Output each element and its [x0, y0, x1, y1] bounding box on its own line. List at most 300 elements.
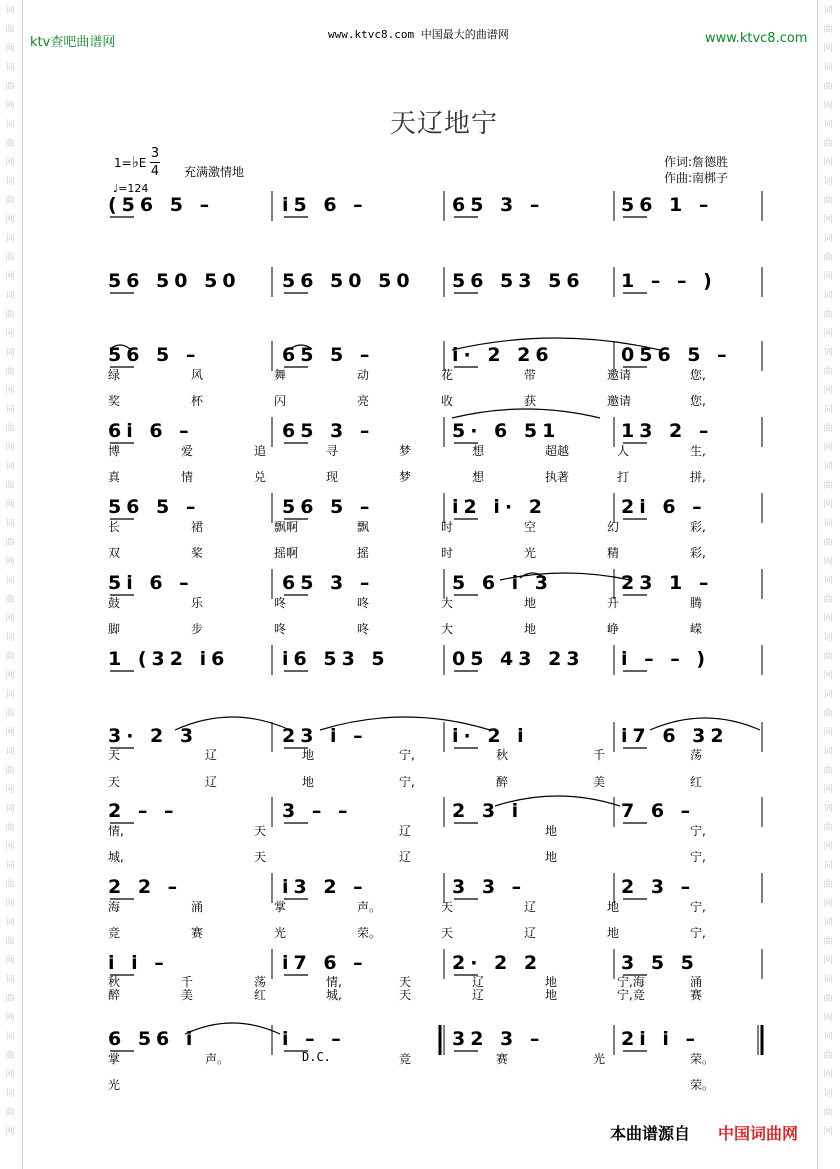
lyric-syllable: 赛	[690, 988, 703, 1002]
lyric-syllable: 竞	[399, 1052, 412, 1066]
measure-notes: i6 53 5	[282, 648, 390, 670]
lyric-syllable: 打	[617, 470, 630, 484]
watermark-glyph: 曲	[823, 139, 833, 149]
watermark-glyph: 网	[5, 956, 15, 966]
watermark-glyph: 网	[5, 899, 15, 909]
lyric-syllable: 风	[191, 368, 204, 382]
measure-notes: 56 1 –	[621, 194, 714, 216]
lyric-syllable: 追	[254, 444, 267, 458]
watermark-glyph: 曲	[5, 310, 15, 320]
lyric-syllable: 步	[191, 622, 204, 636]
measure-notes: 2 3 i	[452, 800, 524, 822]
watermark-glyph: 词	[5, 747, 15, 757]
watermark-glyph: 词	[5, 120, 15, 130]
watermark-glyph: 网	[823, 842, 833, 852]
measure-notes: 2 – –	[108, 800, 179, 822]
watermark-glyph: 网	[823, 899, 833, 909]
lyric-syllable: 宁,	[399, 748, 415, 762]
watermark-glyph: 词	[823, 1089, 833, 1099]
watermark-glyph: 词	[5, 975, 15, 985]
measure-notes: 2· 2 2	[452, 952, 543, 974]
watermark-glyph: 词	[823, 519, 833, 529]
lyric-syllable: 宁,	[690, 824, 706, 838]
lyric-syllable: 千	[181, 975, 194, 989]
slur	[290, 345, 312, 349]
lyric-syllable: 摇啊	[274, 546, 299, 560]
watermark-glyph: 网	[823, 1013, 833, 1023]
watermark-glyph: 网	[823, 1070, 833, 1080]
lyric-syllable: 光	[593, 1052, 606, 1066]
watermark-glyph: 曲	[5, 25, 15, 35]
measure-notes: 65 3 –	[452, 194, 545, 216]
lyric-syllable: 天	[254, 824, 267, 838]
watermark-glyph: 曲	[823, 1051, 833, 1061]
watermark-glyph: 词	[823, 1032, 833, 1042]
measure-notes: i3 2 –	[282, 876, 368, 898]
watermark-glyph: 曲	[5, 823, 15, 833]
footer-source-label: 本曲谱源自	[610, 1124, 691, 1143]
watermark-glyph: 网	[823, 443, 833, 453]
lyric-syllable: 宁,	[690, 926, 706, 940]
watermark-glyph: 词	[5, 690, 15, 700]
watermark-glyph: 词	[5, 519, 15, 529]
lyric-syllable: 您,	[690, 368, 706, 382]
watermark-glyph: 词	[823, 6, 833, 16]
lyric-syllable: 赛	[191, 926, 204, 940]
lyric-syllable: 掌	[108, 1052, 121, 1066]
dc-marker: D.C.	[302, 1050, 331, 1064]
watermark-glyph: 词	[823, 804, 833, 814]
measure-notes: 1 – – )	[621, 270, 717, 292]
lyric-syllable: 天	[399, 988, 412, 1002]
lyric-syllable: 宁,	[690, 900, 706, 914]
watermark-glyph: 网	[823, 101, 833, 111]
watermark-glyph: 网	[5, 329, 15, 339]
lyric-syllable: 摇	[357, 546, 370, 560]
watermark-glyph: 曲	[5, 253, 15, 263]
watermark-glyph: 网	[823, 158, 833, 168]
lyric-syllable: 嵘	[690, 622, 703, 636]
measure-notes: 5 6 i 3	[452, 572, 554, 594]
lyric-syllable: 天	[441, 926, 454, 940]
watermark-glyph: 网	[5, 614, 15, 624]
lyric-syllable: 博	[108, 444, 121, 458]
watermark-glyph: 曲	[5, 82, 15, 92]
lyric-syllable: 辽	[399, 850, 412, 864]
lyric-syllable: 花	[441, 368, 454, 382]
measure-notes: 65 5 –	[282, 344, 375, 366]
lyricist: 作词:詹德胜	[664, 155, 729, 169]
slur	[650, 718, 760, 730]
watermark-glyph: 网	[5, 386, 15, 396]
watermark-glyph: 词	[5, 348, 15, 358]
slur	[500, 573, 630, 580]
lyric-syllable: 真	[108, 470, 121, 484]
measure-notes: 05 43 23	[452, 648, 585, 670]
watermark-glyph: 曲	[823, 994, 833, 1004]
lyric-syllable: 邀请	[607, 368, 632, 382]
lyric-syllable: 超越	[545, 444, 570, 458]
lyric-syllable: 辽	[472, 975, 485, 989]
lyric-syllable: 宁,	[399, 775, 415, 789]
watermark-glyph: 词	[823, 120, 833, 130]
watermark-glyph: 曲	[5, 196, 15, 206]
watermark-glyph: 曲	[5, 367, 15, 377]
watermark-glyph: 曲	[5, 709, 15, 719]
lyric-syllable: 兑	[254, 470, 267, 484]
lyric-syllable: 大	[441, 596, 454, 610]
watermark-glyph: 词	[823, 348, 833, 358]
lyric-syllable: 掌	[274, 900, 287, 914]
watermark-glyph: 曲	[823, 652, 833, 662]
lyric-syllable: 升	[607, 596, 620, 610]
watermark-glyph: 曲	[823, 481, 833, 491]
time-signature-top: 3	[150, 146, 160, 161]
lyric-syllable: 地	[545, 975, 558, 989]
measure-notes: 13 2 –	[621, 420, 714, 442]
watermark-glyph: 词	[5, 633, 15, 643]
lyric-syllable: 辽	[205, 775, 218, 789]
watermark-glyph: 网	[823, 44, 833, 54]
lyric-syllable: 峥	[607, 622, 620, 636]
measure-notes: 65 3 –	[282, 572, 375, 594]
watermark-glyph: 网	[823, 1127, 833, 1137]
lyric-syllable: 赛	[496, 1052, 509, 1066]
watermark-glyph: 曲	[823, 82, 833, 92]
lyric-syllable: 幻	[607, 520, 620, 534]
lyric-syllable: 想	[472, 444, 485, 458]
composer: 作曲:南梆子	[664, 171, 729, 185]
watermark-glyph: 曲	[5, 937, 15, 947]
watermark-glyph: 词	[823, 462, 833, 472]
watermark-glyph: 词	[823, 918, 833, 928]
lyric-syllable: 梦	[399, 470, 412, 484]
lyric-syllable: 地	[607, 926, 620, 940]
watermark-glyph: 词	[5, 576, 15, 586]
lyric-syllable: 宁,竞	[617, 988, 645, 1002]
watermark-glyph: 网	[823, 272, 833, 282]
watermark-glyph: 曲	[823, 424, 833, 434]
lyric-syllable: 地	[607, 900, 620, 914]
lyric-syllable: 寻	[326, 444, 339, 458]
lyric-syllable: 咚	[357, 596, 370, 610]
watermark-glyph: 网	[823, 500, 833, 510]
lyric-syllable: 光	[108, 1078, 121, 1092]
lyric-syllable: 秋	[496, 748, 509, 762]
lyric-syllable: 杯	[191, 394, 204, 408]
watermark-glyph: 曲	[5, 595, 15, 605]
lyric-syllable: 天	[254, 850, 267, 864]
watermark-glyph: 网	[5, 272, 15, 282]
watermark-glyph: 曲	[5, 652, 15, 662]
watermark-glyph: 词	[823, 177, 833, 187]
watermark-glyph: 曲	[823, 766, 833, 776]
measure-notes: 23 1 –	[621, 572, 714, 594]
watermark-glyph: 网	[823, 785, 833, 795]
watermark-glyph: 词	[823, 633, 833, 643]
watermark-glyph: 曲	[823, 538, 833, 548]
tempo-mark: ♩=124	[113, 182, 149, 195]
lyric-syllable: 红	[254, 988, 267, 1002]
measure-notes: i – – )	[621, 648, 711, 670]
measure-notes: (56 5 –	[108, 194, 215, 216]
lyric-syllable: 亮	[357, 394, 370, 408]
lyric-syllable: 带	[524, 368, 537, 382]
watermark-glyph: 词	[823, 975, 833, 985]
watermark-glyph: 网	[823, 956, 833, 966]
lyric-syllable: 梦	[399, 444, 412, 458]
watermark-glyph: 曲	[823, 196, 833, 206]
lyric-syllable: 咚	[274, 622, 287, 636]
slur	[320, 717, 490, 730]
expression-mark: 充满激情地	[184, 165, 245, 179]
watermark-glyph: 曲	[823, 595, 833, 605]
measure-notes: i – –	[282, 1028, 346, 1050]
watermark-glyph: 曲	[823, 310, 833, 320]
lyric-syllable: 天	[441, 900, 454, 914]
lyric-syllable: 荣。	[357, 926, 382, 940]
watermark-glyph: 曲	[823, 25, 833, 35]
watermark-glyph: 网	[823, 215, 833, 225]
key-prefix: 1=	[114, 156, 132, 170]
lyric-syllable: 您,	[690, 394, 706, 408]
lyric-syllable: 执著	[545, 470, 570, 484]
watermark-glyph: 网	[5, 842, 15, 852]
lyric-syllable: 绿	[108, 368, 121, 382]
header-left-site-link[interactable]: ktv查吧曲谱网	[30, 35, 116, 50]
measure-notes: 56 50 50	[108, 270, 241, 292]
lyric-syllable: 地	[545, 988, 558, 1002]
watermark-glyph: 网	[5, 101, 15, 111]
watermark-glyph: 词	[5, 6, 15, 16]
lyric-syllable: 大	[441, 622, 454, 636]
header-center-text: www.ktvc8.com 中国最大的曲谱网	[328, 28, 509, 41]
lyric-syllable: 醉	[108, 988, 121, 1002]
watermark-glyph: 网	[823, 728, 833, 738]
lyric-syllable: 辽	[205, 748, 218, 762]
watermark-glyph: 曲	[823, 253, 833, 263]
slur	[185, 1023, 280, 1034]
watermark-glyph: 网	[5, 1127, 15, 1137]
lyric-syllable: 脚	[108, 622, 121, 636]
lyric-syllable: 彩,	[690, 520, 706, 534]
slur	[495, 796, 620, 806]
measure-notes: i· 2 i	[452, 725, 529, 747]
watermark-glyph: 曲	[823, 367, 833, 377]
lyric-syllable: 长	[108, 520, 121, 534]
lyric-syllable: 海	[108, 900, 121, 914]
lyric-syllable: 地	[545, 850, 558, 864]
lyric-syllable: 裙	[191, 520, 204, 534]
watermark-glyph: 网	[823, 386, 833, 396]
measure-notes: 3 3 –	[452, 876, 527, 898]
watermark-glyph: 网	[823, 671, 833, 681]
measure-notes: 56 53 56	[452, 270, 585, 292]
lyric-syllable: 爱	[181, 444, 194, 458]
watermark-glyph: 网	[823, 329, 833, 339]
measure-notes: i· 2 26	[452, 344, 554, 366]
watermark-glyph: 词	[823, 690, 833, 700]
lyric-syllable: 天	[399, 975, 412, 989]
watermark-glyph: 词	[823, 234, 833, 244]
lyric-syllable: 邀请	[607, 394, 632, 408]
watermark-glyph: 网	[5, 785, 15, 795]
lyric-syllable: 乐	[191, 596, 204, 610]
watermark-glyph: 词	[5, 405, 15, 415]
lyric-syllable: 地	[524, 596, 537, 610]
watermark-glyph: 网	[823, 614, 833, 624]
lyric-syllable: 光	[274, 926, 287, 940]
lyric-syllable: 咚	[357, 622, 370, 636]
watermark-glyph: 词	[823, 63, 833, 73]
lyric-syllable: 获	[524, 394, 537, 408]
watermark-glyph: 网	[5, 215, 15, 225]
lyric-syllable: 城,	[108, 850, 124, 864]
measure-notes: 3· 2 3	[108, 725, 199, 747]
lyric-syllable: 时	[441, 546, 454, 560]
lyric-syllable: 鼓	[108, 596, 121, 610]
footer-source-site-link[interactable]: 中国词曲网	[718, 1124, 799, 1143]
watermark-glyph: 词	[5, 861, 15, 871]
slur	[452, 409, 600, 418]
lyric-syllable: 情,	[108, 824, 124, 838]
key-note: E	[138, 156, 147, 170]
measure-notes: 5i 6 –	[108, 572, 194, 594]
watermark-glyph: 词	[823, 405, 833, 415]
lyric-syllable: 拼,	[690, 470, 706, 484]
watermark-glyph: 曲	[823, 823, 833, 833]
measure-notes: 2i 6 –	[621, 496, 707, 518]
lyric-syllable: 红	[690, 775, 703, 789]
lyric-syllable: 奖	[108, 394, 121, 408]
lyric-syllable: 美	[181, 988, 194, 1002]
slur	[452, 338, 660, 350]
watermark-glyph: 词	[5, 234, 15, 244]
lyric-syllable: 天	[108, 748, 121, 762]
time-signature-bottom: 4	[150, 164, 160, 179]
watermark-glyph: 网	[5, 1070, 15, 1080]
watermark-glyph: 网	[5, 44, 15, 54]
lyric-syllable: 声。	[205, 1052, 230, 1066]
watermark-glyph: 网	[823, 557, 833, 567]
lyric-syllable: 美	[593, 775, 606, 789]
watermark-glyph: 词	[5, 804, 15, 814]
lyric-syllable: 空	[524, 520, 537, 534]
measure-notes: 2 3 –	[621, 876, 696, 898]
watermark-glyph: 网	[5, 443, 15, 453]
measure-notes: 65 3 –	[282, 420, 375, 442]
lyric-syllable: 情,	[326, 975, 342, 989]
lyric-syllable: 想	[472, 470, 485, 484]
lyric-syllable: 地	[302, 775, 315, 789]
lyric-syllable: 双	[108, 546, 121, 560]
lyric-syllable: 桨	[191, 546, 204, 560]
lyric-syllable: 地	[524, 622, 537, 636]
lyric-syllable: 荣。	[690, 1078, 715, 1092]
measure-notes: 5· 6 51	[452, 420, 561, 442]
watermark-glyph: 网	[5, 728, 15, 738]
lyric-syllable: 飘	[357, 520, 370, 534]
lyric-syllable: 千	[593, 748, 606, 762]
lyric-syllable: 宁,海	[617, 975, 645, 989]
measure-notes: 056 5 –	[621, 344, 732, 366]
watermark-glyph: 曲	[5, 139, 15, 149]
measure-notes: i2 i· 2	[452, 496, 547, 518]
lyric-syllable: 辽	[524, 926, 537, 940]
watermark-glyph: 曲	[5, 538, 15, 548]
measure-notes: i7 6 –	[282, 952, 368, 974]
slur	[110, 345, 130, 349]
watermark-glyph: 曲	[5, 766, 15, 776]
watermark-glyph: 曲	[5, 994, 15, 1004]
measure-notes: 56 50 50	[282, 270, 415, 292]
measure-notes: i i –	[108, 952, 169, 974]
measure-notes: 1 (32 i6	[108, 648, 230, 670]
watermark-glyph: 词	[5, 462, 15, 472]
lyric-syllable: 生,	[690, 444, 706, 458]
measure-notes: 23 i –	[282, 725, 368, 747]
lyric-syllable: 精	[607, 546, 620, 560]
measure-notes: 56 5 –	[108, 344, 201, 366]
lyric-syllable: 秋	[108, 975, 121, 989]
watermark-glyph: 词	[823, 576, 833, 586]
watermark-glyph: 曲	[5, 1108, 15, 1118]
lyric-syllable: 涌	[191, 900, 204, 914]
lyric-syllable: 收	[441, 394, 454, 408]
measure-notes: i5 6 –	[282, 194, 368, 216]
lyric-syllable: 荡	[690, 748, 703, 762]
lyric-syllable: 现	[326, 470, 339, 484]
watermark-glyph: 词	[5, 1089, 15, 1099]
watermark-glyph: 词	[823, 861, 833, 871]
lyric-syllable: 宁,	[690, 850, 706, 864]
lyric-syllable: 动	[357, 368, 370, 382]
header-right-site-link[interactable]: www.ktvc8.com	[705, 31, 808, 46]
lyric-syllable: 荡	[254, 975, 267, 989]
lyric-syllable: 飘啊	[274, 520, 299, 534]
measure-notes: 3 5 5	[621, 952, 699, 974]
measure-notes: 56 5 –	[108, 496, 201, 518]
watermark-glyph: 曲	[823, 1108, 833, 1118]
lyric-syllable: 闪	[274, 394, 287, 408]
watermark-glyph: 曲	[5, 880, 15, 890]
watermark-glyph: 词	[5, 177, 15, 187]
lyric-syllable: 醉	[496, 775, 509, 789]
lyric-syllable: 涌	[690, 975, 703, 989]
watermark-glyph: 词	[823, 747, 833, 757]
measure-notes: i7 6 32	[621, 725, 729, 747]
lyric-syllable: 辽	[399, 824, 412, 838]
watermark-glyph: 曲	[823, 937, 833, 947]
lyric-syllable: 天	[108, 775, 121, 789]
watermark-glyph: 网	[5, 1013, 15, 1023]
lyric-syllable: 城,	[326, 988, 342, 1002]
watermark-glyph: 网	[5, 158, 15, 168]
lyric-syllable: 咚	[274, 596, 287, 610]
lyric-syllable: 腾	[690, 596, 703, 610]
lyric-syllable: 荣。	[690, 1052, 715, 1066]
lyric-syllable: 人	[617, 444, 630, 458]
watermark-glyph: 网	[5, 500, 15, 510]
lyric-syllable: 情	[181, 470, 194, 484]
lyric-syllable: 地	[302, 748, 315, 762]
watermark-glyph: 词	[5, 918, 15, 928]
watermark-glyph: 曲	[823, 709, 833, 719]
measure-notes: 56 5 –	[282, 496, 375, 518]
measure-notes: 32 3 –	[452, 1028, 545, 1050]
key-flat: ♭	[131, 153, 139, 171]
watermark-glyph: 曲	[5, 481, 15, 491]
